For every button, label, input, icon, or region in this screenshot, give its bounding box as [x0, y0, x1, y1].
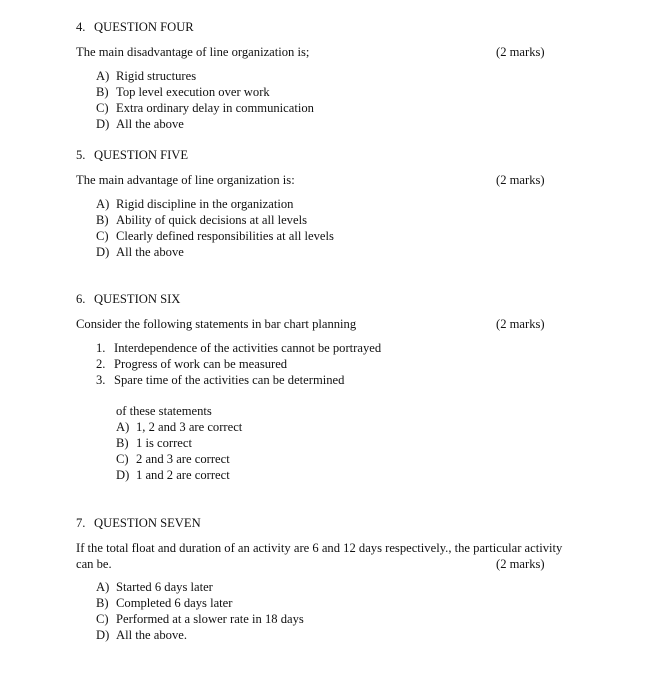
q4-number: 4. — [76, 20, 86, 34]
q7-option-c — [96, 612, 304, 627]
q6-heading — [76, 292, 180, 307]
q5-option-b — [96, 213, 307, 228]
statement-label: 3. — [96, 373, 106, 387]
option-text: Ability of quick decisions at all levels — [116, 213, 307, 227]
q7-question-line1: If the total float and duration of an activity are 6 and 12 days respectively., the particular activity — [76, 541, 563, 555]
option-text: Clearly defined responsibilities at all levels — [116, 229, 334, 243]
option-text: All the above — [116, 117, 184, 131]
statement-text: Spare time of the activities can be determined — [114, 373, 345, 387]
option-label: C) — [96, 612, 109, 626]
option-label: B) — [96, 85, 109, 99]
q5-marks: (2 marks) — [496, 173, 545, 187]
option-text: Extra ordinary delay in communication — [116, 101, 314, 115]
statement-text: Interdependence of the activities cannot be portrayed — [114, 341, 382, 355]
q4-option-c — [96, 101, 314, 116]
q7-option-b — [96, 596, 232, 611]
option-text: Completed 6 days later — [116, 596, 233, 610]
option-label: B) — [96, 213, 109, 227]
q5-option-d — [96, 245, 184, 260]
q6-option-d — [116, 468, 230, 483]
q6-statement-3 — [96, 373, 344, 388]
option-text: 1 and 2 are correct — [136, 468, 230, 482]
q7-marks: (2 marks) — [496, 557, 545, 571]
q7-question-line2: can be. — [76, 557, 112, 571]
option-label: D) — [96, 628, 110, 642]
option-label: A) — [116, 420, 130, 434]
q5-heading — [76, 148, 188, 163]
q5-option-c — [96, 229, 334, 244]
q6-statement-1 — [96, 341, 381, 356]
option-text: 1 is correct — [136, 436, 192, 450]
q6-statement-2 — [96, 357, 287, 372]
option-label: B) — [116, 436, 129, 450]
q7-number: 7. — [76, 516, 86, 530]
option-label: A) — [96, 580, 110, 594]
option-label: C) — [96, 229, 109, 243]
q7-heading — [76, 516, 201, 531]
statement-text: Progress of work can be measured — [114, 357, 288, 371]
option-text: All the above. — [116, 628, 187, 642]
option-label: A) — [96, 197, 110, 211]
option-text: Top level execution over work — [116, 85, 270, 99]
q5-number: 5. — [76, 148, 86, 162]
q4-heading — [76, 20, 194, 35]
option-label: D) — [96, 245, 110, 259]
q4-option-d — [96, 117, 184, 132]
q6-option-a — [116, 420, 242, 435]
q4-title: QUESTION FOUR — [94, 20, 194, 34]
q7-option-d — [96, 628, 187, 643]
q6-option-c — [116, 452, 230, 467]
q7-option-a — [96, 580, 213, 595]
option-label: C) — [96, 101, 109, 115]
q4-option-b — [96, 85, 270, 100]
option-text: 1, 2 and 3 are correct — [136, 420, 243, 434]
option-text: Started 6 days later — [116, 580, 213, 594]
q6-option-b — [116, 436, 192, 451]
option-text: Performed at a slower rate in 18 days — [116, 612, 304, 626]
q6-marks: (2 marks) — [496, 317, 545, 331]
option-text: Rigid structures — [116, 69, 197, 83]
option-label: D) — [116, 468, 130, 482]
q6-title: QUESTION SIX — [94, 292, 181, 306]
q6-intro: of these statements — [116, 404, 212, 418]
option-label: D) — [96, 117, 110, 131]
q5-option-a — [96, 197, 293, 212]
q4-option-a — [96, 69, 196, 84]
q6-question: Consider the following statements in bar chart planning — [76, 317, 357, 331]
statement-label: 1. — [96, 341, 106, 355]
option-text: Rigid discipline in the organization — [116, 197, 294, 211]
option-label: A) — [96, 69, 110, 83]
option-label: C) — [116, 452, 129, 466]
q5-title: QUESTION FIVE — [94, 148, 189, 162]
q4-marks: (2 marks) — [496, 45, 545, 59]
q6-number: 6. — [76, 292, 86, 306]
q4-question: The main disadvantage of line organization is; — [76, 45, 310, 59]
q7-title: QUESTION SEVEN — [94, 516, 201, 530]
option-text: All the above — [116, 245, 184, 259]
q5-question: The main advantage of line organization is: — [76, 173, 295, 187]
statement-label: 2. — [96, 357, 106, 371]
option-text: 2 and 3 are correct — [136, 452, 230, 466]
option-label: B) — [96, 596, 109, 610]
